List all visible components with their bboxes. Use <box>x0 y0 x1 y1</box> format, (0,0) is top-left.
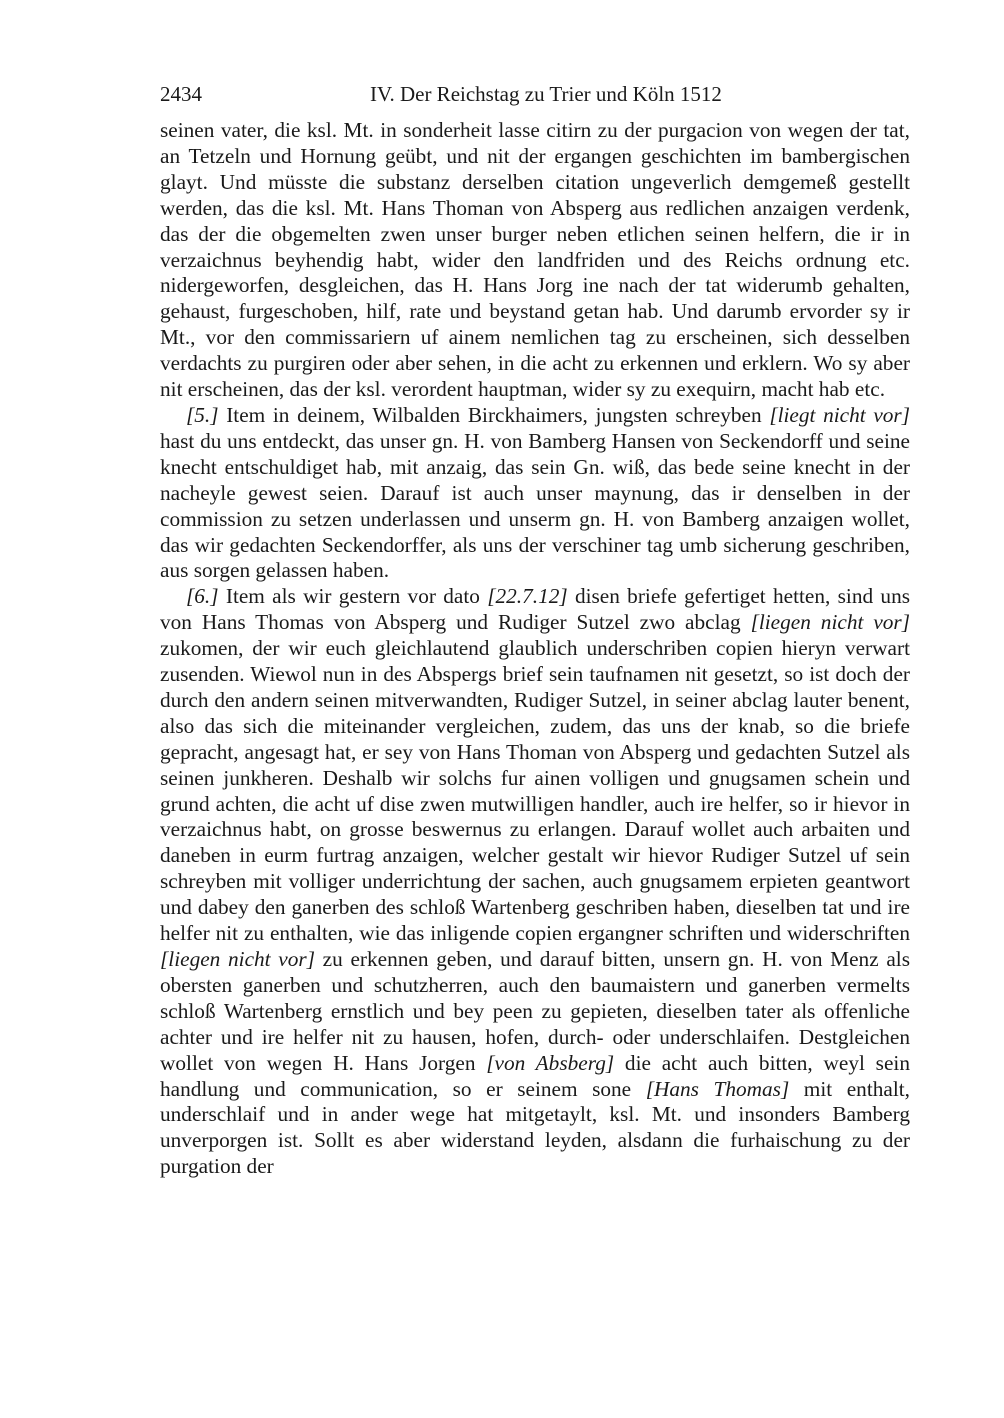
editorial-note: [liegen nicht vor] <box>750 610 910 635</box>
editorial-note: [Hans Thomas] <box>645 1076 790 1101</box>
paragraph <box>160 118 910 403</box>
text-run: zu erkennen geben, und darauf bitten, unsern gn. H. von Menz als obersten ganerben und schutzherren, auch den baumaistern und ganerben vermelts schloß Wartenberg ernstlich und bey peen zu gepieten, dieselben tater als offenliche achter und ire helfer nit zu hausen, hofen, durch- oder underschlaifen. Destgleichen wollet von wegen H. Hans Jorgen <box>160 947 911 1075</box>
editorial-note: [22.7.12] <box>487 584 568 609</box>
text-run: Item als wir gestern vor dato <box>218 584 488 609</box>
text-run: mit enthalt, underschlaif und in ander wege hat mitgetaylt, ksl. Mt. und insonders Bamberg unverporgen ist. Sollt es aber widerstand leyden, alsdann die furhaischung zu der purgation der <box>160 1076 911 1179</box>
paragraph-number: [6.] <box>186 584 219 609</box>
running-title: IV. Der Reichstag zu Trier und Köln 1512 <box>370 82 722 106</box>
body-text <box>160 118 910 1180</box>
text-run: hast du uns entdeckt, das unser gn. H. von Bamberg Hansen von Seckendorff und seine knecht entschuldiget hab, mit anzaig, das sein Gn. wiß, das bede seine knecht in der nacheyle gewest seien. Darauf ist auch unser maynung, das ir denselben in der commission zu setzen underlassen und unserm gn. H. von Bamberg anzaigen wollet, das wir gedachten Seckendorffer, als uns der verschiner tag umb sicherung geschriben, aus sorgen gelassen haben. <box>160 428 910 583</box>
editorial-note: [liegen nicht vor] <box>160 947 315 971</box>
page-number: 2434 <box>160 82 202 106</box>
text-run: disen briefe gefertiget hetten, sind uns von Hans Thomas von Absperg und Rudiger Sutzel zwo abclag <box>160 584 911 635</box>
page-header <box>160 76 910 112</box>
editorial-note: [liegt nicht vor] <box>769 402 910 427</box>
editorial-note: [von Absberg] <box>486 1050 615 1075</box>
paragraph-number: [5.] <box>186 402 219 427</box>
text-run: seinen vater, die ksl. Mt. in sonderheit lasse citirn zu der purgacion von wegen der tat, an Tetzeln und Hornung geübt, und nit der ergangen geschichten im bambergischen glayt. Und müsste die substanz derselben citation ungeverlich demgemeß gestellt werden, das die ksl. Mt. Hans Thoman von Absperg aus redlichen anzaigen verdenk, das der die obgemelten zwen unser burger neben etlichen seinen helfern, die ir in verzaichnus beyhendig habt, wider den landfriden und des Reichs ordnung etc. nidergeworfen, desgleichen, das H. Hans Jorg ine nach der tat widerumb gehalten, gehaust, furgeschoben, hilf, rate und beystand getan hab. Und darumb ervorder sy ir Mt., vor den commissariern uf ainem nemlichen tag zu erscheinen, sich desselben verdachts zu purgiren oder aber sehen, in die acht zu erkennen und erklern. Wo sy aber nit erscheinen, das der ksl. verordent hauptman, wider sy zu exequirn, macht hab etc. <box>160 118 910 402</box>
text-run: Item in deinem, Wilbalden Birckhaimers, jungsten schreyben <box>218 402 770 427</box>
text-run: zukomen, der wir euch gleichlautend glaublich underschriben copien hieryn verwart zusenden. Wiewol nun in des Abspergs brief sein taufnamen nit gesetzt, so ist doch der durch den andern seinen mitverwandten, Rudiger Sutzel, in seiner abclag lauter benent, also das sich die miteinander vergleichen, zudem, das uns der knab, so die briefe gepracht, angesagt hat, er sey von Hans Thoman von Absperg und gedachten Sutzel als seinen junkheren. Deshalb wir solchs fur ainen volligen und gnugsamen schein und grund achten, die acht uf dise zwen mutwilligen handler, auch ire helfer, so ir hievor in verzaichnus habt, on grosse beswernus zu erlangen. Darauf wollet auch arbaiten und daneben in eurm furtrag anzaigen, welcher gestalt wir hievor Rudiger Sutzel uf sein schreyben mit volliger underrichtung der sachen, auch gnugsamem erpieten geantwort und dabey den ganerben des schloß Wartenberg geschriben haben, dieselben tat und ire helfer nit zu enthalten, wie das inligende copien ergangner schriften und widerschriften <box>160 636 910 946</box>
text-run: die acht auch bitten, weyl sein handlung und communication, so er seinem sone <box>160 1050 910 1101</box>
paragraph <box>160 403 910 584</box>
paragraph <box>160 584 910 1180</box>
